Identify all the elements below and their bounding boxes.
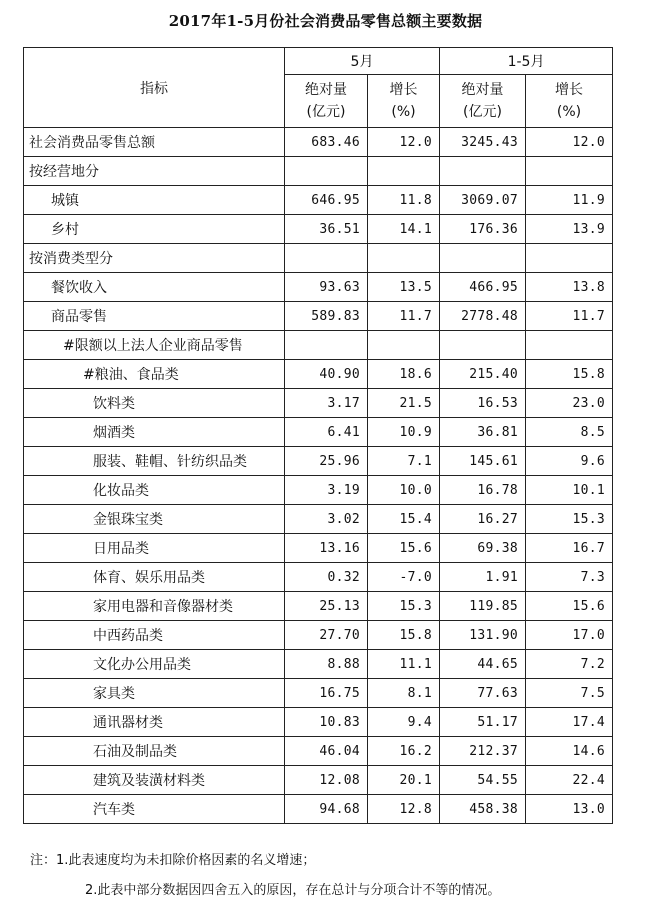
row-label: 化妆品类: [24, 476, 285, 505]
cell-may-growth: 12.0: [368, 128, 440, 157]
cell-ytd-growth: 7.3: [526, 563, 613, 592]
cell-ytd-abs: 119.85: [440, 592, 526, 621]
cell-ytd-growth: [526, 331, 613, 360]
footnote-2: 2.此表中部分数据因四舍五入的原因，存在总计与分项合计不等的情况。: [85, 883, 501, 898]
cell-may-growth: 11.8: [368, 186, 440, 215]
cell-ytd-growth: 22.4: [526, 766, 613, 795]
row-label: #粮油、食品类: [24, 360, 285, 389]
header-group-jan-may: 1-5月: [440, 48, 613, 75]
table-row: [24, 621, 613, 650]
cell-ytd-abs: 16.78: [440, 476, 526, 505]
table-row: [24, 128, 613, 157]
cell-ytd-abs: 16.53: [440, 389, 526, 418]
cell-ytd-growth: 13.0: [526, 795, 613, 824]
cell-ytd-abs: 54.55: [440, 766, 526, 795]
cell-may-abs: [285, 244, 368, 273]
header-growth-jan-may-text: 增长 (%): [555, 82, 584, 120]
cell-ytd-abs: 215.40: [440, 360, 526, 389]
page-title: 2017年1-5月份社会消费品零售总额主要数据: [168, 12, 483, 30]
cell-may-abs: 12.08: [285, 766, 368, 795]
table-row: [24, 476, 613, 505]
table-row: [24, 650, 613, 679]
cell-may-abs: 36.51: [285, 215, 368, 244]
table-row: [24, 215, 613, 244]
row-label: 日用品类: [24, 534, 285, 563]
cell-may-abs: 3.17: [285, 389, 368, 418]
cell-ytd-abs: [440, 244, 526, 273]
table-row: [24, 563, 613, 592]
row-label: 家用电器和音像器材类: [24, 592, 285, 621]
cell-ytd-growth: 11.9: [526, 186, 613, 215]
cell-ytd-growth: 12.0: [526, 128, 613, 157]
cell-may-growth: -7.0: [368, 563, 440, 592]
cell-ytd-abs: 131.90: [440, 621, 526, 650]
cell-may-growth: 15.4: [368, 505, 440, 534]
cell-may-abs: 13.16: [285, 534, 368, 563]
row-label: 金银珠宝类: [24, 505, 285, 534]
table-row: [24, 766, 613, 795]
cell-may-growth: 16.2: [368, 737, 440, 766]
header-abs-may-text: 绝对量 (亿元): [305, 82, 347, 120]
cell-may-abs: 6.41: [285, 418, 368, 447]
table-row: [24, 592, 613, 621]
cell-ytd-abs: [440, 157, 526, 186]
cell-ytd-growth: 17.0: [526, 621, 613, 650]
table-row: [24, 418, 613, 447]
cell-ytd-growth: 9.6: [526, 447, 613, 476]
cell-may-growth: 9.4: [368, 708, 440, 737]
cell-ytd-growth: 13.8: [526, 273, 613, 302]
table-row: [24, 360, 613, 389]
cell-ytd-growth: 10.1: [526, 476, 613, 505]
cell-may-growth: 14.1: [368, 215, 440, 244]
cell-ytd-abs: 2778.48: [440, 302, 526, 331]
cell-ytd-abs: 51.17: [440, 708, 526, 737]
cell-may-abs: 646.95: [285, 186, 368, 215]
cell-ytd-growth: 16.7: [526, 534, 613, 563]
table-row: [24, 534, 613, 563]
cell-ytd-abs: 145.61: [440, 447, 526, 476]
row-label: 中西药品类: [24, 621, 285, 650]
cell-may-abs: 589.83: [285, 302, 368, 331]
header-abs-may: [285, 75, 368, 128]
cell-ytd-growth: 8.5: [526, 418, 613, 447]
cell-ytd-abs: 69.38: [440, 534, 526, 563]
cell-ytd-abs: 466.95: [440, 273, 526, 302]
cell-may-abs: 10.83: [285, 708, 368, 737]
table-row: [24, 679, 613, 708]
row-label: 石油及制品类: [24, 737, 285, 766]
cell-may-abs: 8.88: [285, 650, 368, 679]
cell-ytd-growth: 17.4: [526, 708, 613, 737]
cell-may-growth: 7.1: [368, 447, 440, 476]
footnote-1: 注：1.此表速度均为未扣除价格因素的名义增速；: [30, 853, 316, 868]
row-label: 通讯器材类: [24, 708, 285, 737]
cell-may-abs: [285, 157, 368, 186]
cell-may-abs: 46.04: [285, 737, 368, 766]
table-row: [24, 331, 613, 360]
cell-may-abs: 683.46: [285, 128, 368, 157]
cell-may-growth: [368, 244, 440, 273]
row-label: 城镇: [24, 186, 285, 215]
row-label: 服装、鞋帽、针纺织品类: [24, 447, 285, 476]
cell-ytd-growth: 14.6: [526, 737, 613, 766]
cell-may-growth: 10.0: [368, 476, 440, 505]
cell-ytd-growth: 23.0: [526, 389, 613, 418]
header-indicator: 指标: [24, 48, 285, 128]
cell-ytd-abs: 16.27: [440, 505, 526, 534]
cell-ytd-abs: 3245.43: [440, 128, 526, 157]
cell-may-abs: 94.68: [285, 795, 368, 824]
cell-ytd-growth: 15.8: [526, 360, 613, 389]
cell-may-growth: 11.1: [368, 650, 440, 679]
header-abs-jan-may-text: 绝对量 (亿元): [461, 82, 504, 120]
cell-may-abs: 25.96: [285, 447, 368, 476]
cell-ytd-growth: 15.6: [526, 592, 613, 621]
table-row: [24, 708, 613, 737]
cell-may-abs: 3.19: [285, 476, 368, 505]
row-label: 乡村: [24, 215, 285, 244]
cell-may-growth: 12.8: [368, 795, 440, 824]
table-row: [24, 795, 613, 824]
row-label: 餐饮收入: [24, 273, 285, 302]
cell-ytd-growth: [526, 244, 613, 273]
header-growth-may: [368, 75, 440, 128]
cell-may-abs: 0.32: [285, 563, 368, 592]
retail-sales-table: [23, 47, 613, 824]
cell-ytd-abs: 212.37: [440, 737, 526, 766]
table-row: [24, 244, 613, 273]
cell-may-abs: 25.13: [285, 592, 368, 621]
cell-ytd-abs: [440, 331, 526, 360]
cell-ytd-growth: [526, 157, 613, 186]
table-row: [24, 273, 613, 302]
footnotes: [30, 846, 640, 906]
row-label: 建筑及装潢材料类: [24, 766, 285, 795]
cell-ytd-abs: 1.91: [440, 563, 526, 592]
cell-may-growth: 10.9: [368, 418, 440, 447]
cell-may-growth: 18.6: [368, 360, 440, 389]
cell-ytd-growth: 11.7: [526, 302, 613, 331]
cell-may-growth: 8.1: [368, 679, 440, 708]
cell-may-growth: 15.3: [368, 592, 440, 621]
row-label: 文化办公用品类: [24, 650, 285, 679]
header-group-may: 5月: [285, 48, 440, 75]
row-label: 体育、娱乐用品类: [24, 563, 285, 592]
cell-ytd-growth: 13.9: [526, 215, 613, 244]
header-abs-jan-may: [440, 75, 526, 128]
cell-may-growth: 21.5: [368, 389, 440, 418]
cell-ytd-abs: 3069.07: [440, 186, 526, 215]
cell-may-growth: [368, 157, 440, 186]
table-row: [24, 389, 613, 418]
row-label: 商品零售: [24, 302, 285, 331]
cell-may-abs: [285, 331, 368, 360]
cell-may-abs: 3.02: [285, 505, 368, 534]
cell-may-abs: 93.63: [285, 273, 368, 302]
cell-may-growth: 11.7: [368, 302, 440, 331]
row-label: 按消费类型分: [24, 244, 285, 273]
table-row: [24, 505, 613, 534]
table-row: [24, 157, 613, 186]
row-label: 汽车类: [24, 795, 285, 824]
cell-ytd-abs: 77.63: [440, 679, 526, 708]
cell-ytd-abs: 458.38: [440, 795, 526, 824]
row-label: 饮料类: [24, 389, 285, 418]
cell-ytd-abs: 44.65: [440, 650, 526, 679]
cell-ytd-growth: 15.3: [526, 505, 613, 534]
cell-may-abs: 16.75: [285, 679, 368, 708]
header-growth-jan-may: [526, 75, 613, 128]
table-row: [24, 186, 613, 215]
row-label: 家具类: [24, 679, 285, 708]
cell-may-growth: [368, 331, 440, 360]
table-row: [24, 302, 613, 331]
table-row: [24, 447, 613, 476]
cell-may-abs: 40.90: [285, 360, 368, 389]
cell-may-growth: 13.5: [368, 273, 440, 302]
cell-may-growth: 15.6: [368, 534, 440, 563]
row-label: 按经营地分: [24, 157, 285, 186]
cell-may-growth: 15.8: [368, 621, 440, 650]
table-row: [24, 737, 613, 766]
cell-ytd-abs: 36.81: [440, 418, 526, 447]
row-label: 烟酒类: [24, 418, 285, 447]
cell-may-abs: 27.70: [285, 621, 368, 650]
row-label: #限额以上法人企业商品零售: [24, 331, 285, 360]
cell-ytd-growth: 7.5: [526, 679, 613, 708]
cell-may-growth: 20.1: [368, 766, 440, 795]
cell-ytd-abs: 176.36: [440, 215, 526, 244]
cell-ytd-growth: 7.2: [526, 650, 613, 679]
row-label: 社会消费品零售总额: [24, 128, 285, 157]
header-growth-may-text: 增长 (%): [389, 82, 418, 120]
